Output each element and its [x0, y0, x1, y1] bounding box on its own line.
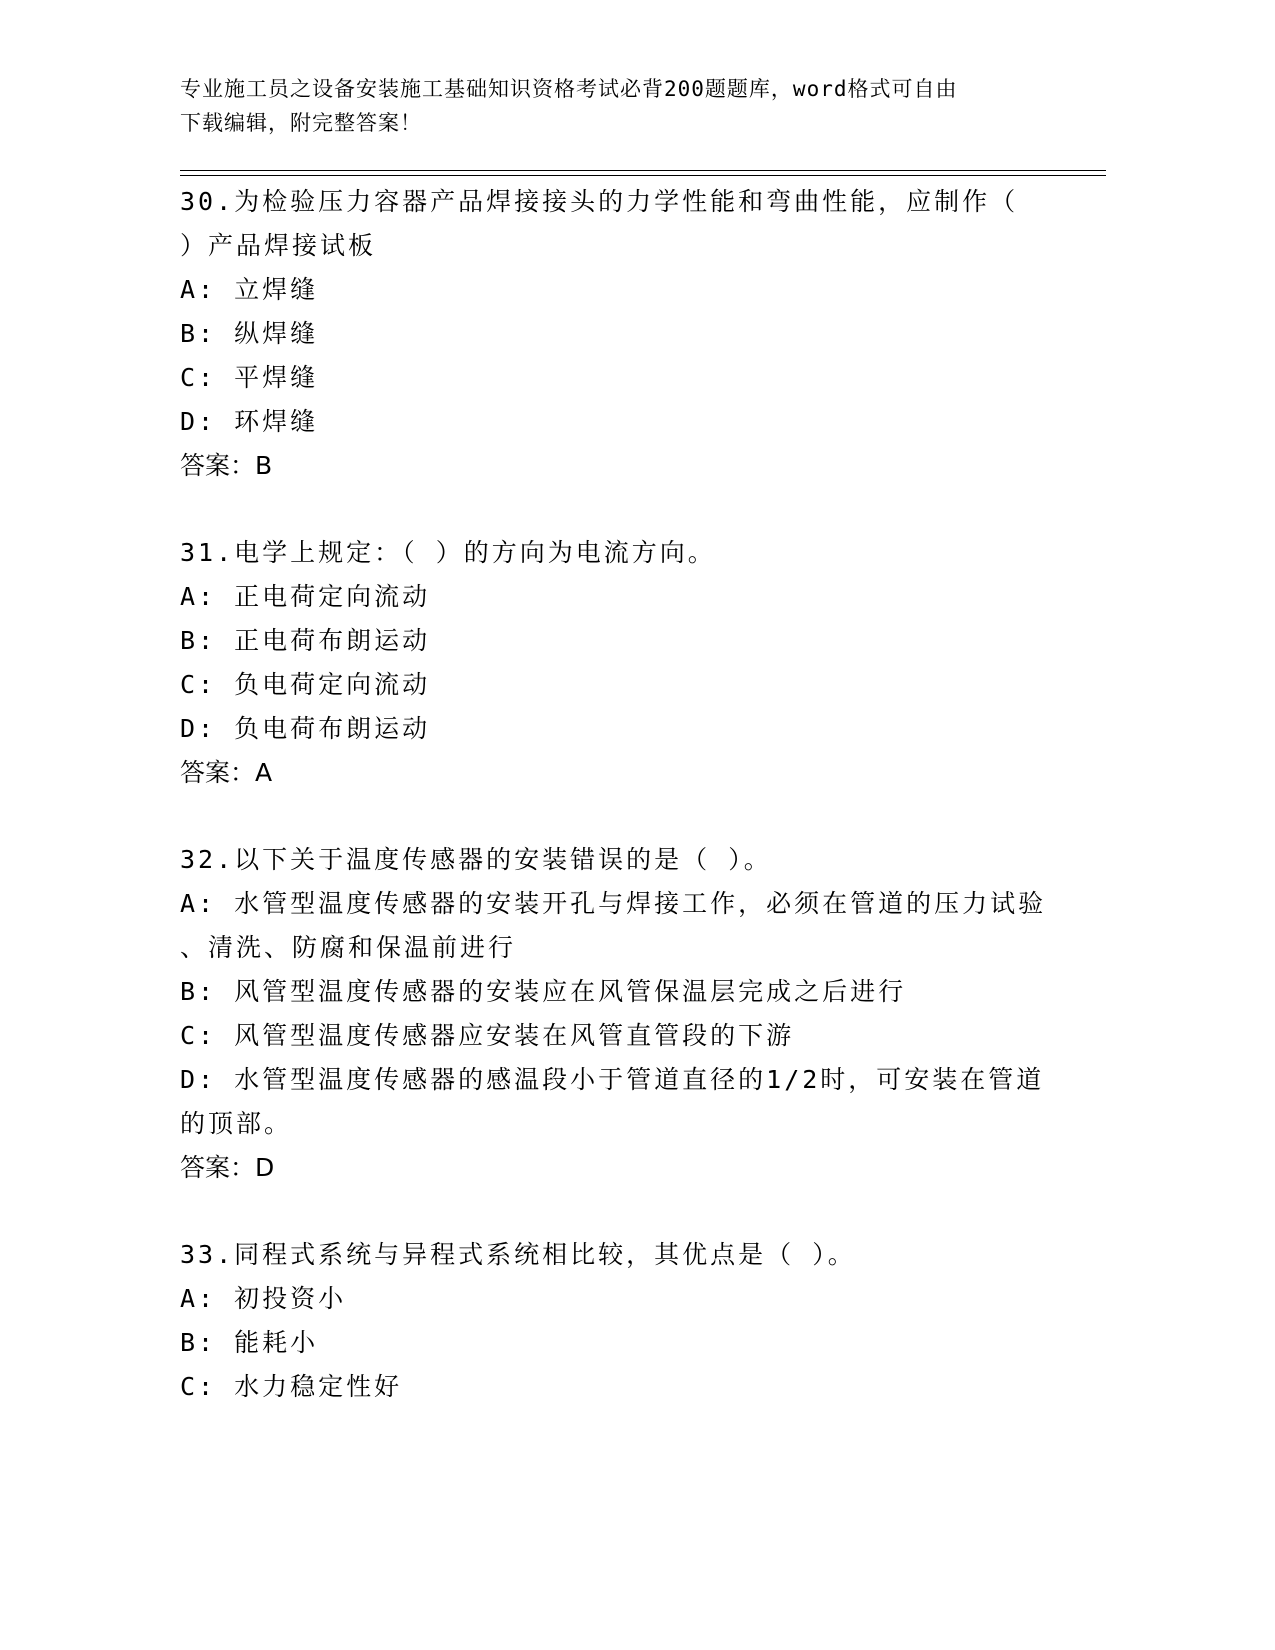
question-31 [180, 531, 1050, 795]
answer-label: 答案：B [180, 451, 273, 480]
question-stem-line: 32.以下关于温度传感器的安装错误的是（ ）。 [180, 845, 772, 874]
option-c: C: 风管型温度传感器应安装在风管直管段的下游 [180, 1021, 795, 1050]
question-spacer [180, 1190, 1050, 1233]
question-stem-line: ）产品焊接试板 [180, 231, 377, 260]
option-d: D: 环焊缝 [180, 407, 319, 436]
question-stem-line: 31.电学上规定：（ ）的方向为电流方向。 [180, 538, 716, 567]
question-32 [180, 838, 1050, 1190]
question-spacer [180, 795, 1050, 838]
option-b: B: 正电荷布朗运动 [180, 626, 431, 655]
question-33 [180, 1233, 1050, 1409]
document-header [180, 72, 1040, 140]
header-line-1: 专业施工员之设备安装施工基础知识资格考试必背200题题库，word格式可自由 [180, 77, 958, 101]
option-a-continued: 、清洗、防腐和保温前进行 [180, 933, 517, 962]
question-spacer [180, 488, 1050, 531]
header-divider-bottom [180, 175, 1106, 176]
question-30 [180, 180, 1050, 488]
header-line-2: 下载编辑，附完整答案！ [180, 111, 422, 135]
option-c: C: 负电荷定向流动 [180, 670, 431, 699]
option-d: D: 负电荷布朗运动 [180, 714, 431, 743]
question-stem-line: 30.为检验压力容器产品焊接接头的力学性能和弯曲性能，应制作（ [180, 187, 1019, 216]
option-c: C: 平焊缝 [180, 363, 319, 392]
answer-label: 答案：D [180, 1153, 275, 1182]
option-d: D: 水管型温度传感器的感温段小于管道直径的1/2时，可安装在管道 [180, 1065, 1045, 1094]
option-c: C: 水力稳定性好 [180, 1372, 403, 1401]
option-a: A: 水管型温度传感器的安装开孔与焊接工作，必须在管道的压力试验 [180, 889, 1047, 918]
option-a: A: 立焊缝 [180, 275, 319, 304]
option-b: B: 风管型温度传感器的安装应在风管保温层完成之后进行 [180, 977, 907, 1006]
option-b: B: 纵焊缝 [180, 319, 319, 348]
option-b: B: 能耗小 [180, 1328, 319, 1357]
option-d-continued: 的顶部。 [180, 1109, 293, 1138]
question-stem-line: 33.同程式系统与异程式系统相比较，其优点是（ ）。 [180, 1240, 856, 1269]
option-a: A: 正电荷定向流动 [180, 582, 431, 611]
header-divider-top [180, 170, 1106, 171]
answer-label: 答案：A [180, 758, 273, 787]
option-a: A: 初投资小 [180, 1284, 347, 1313]
question-list [180, 180, 1050, 1409]
